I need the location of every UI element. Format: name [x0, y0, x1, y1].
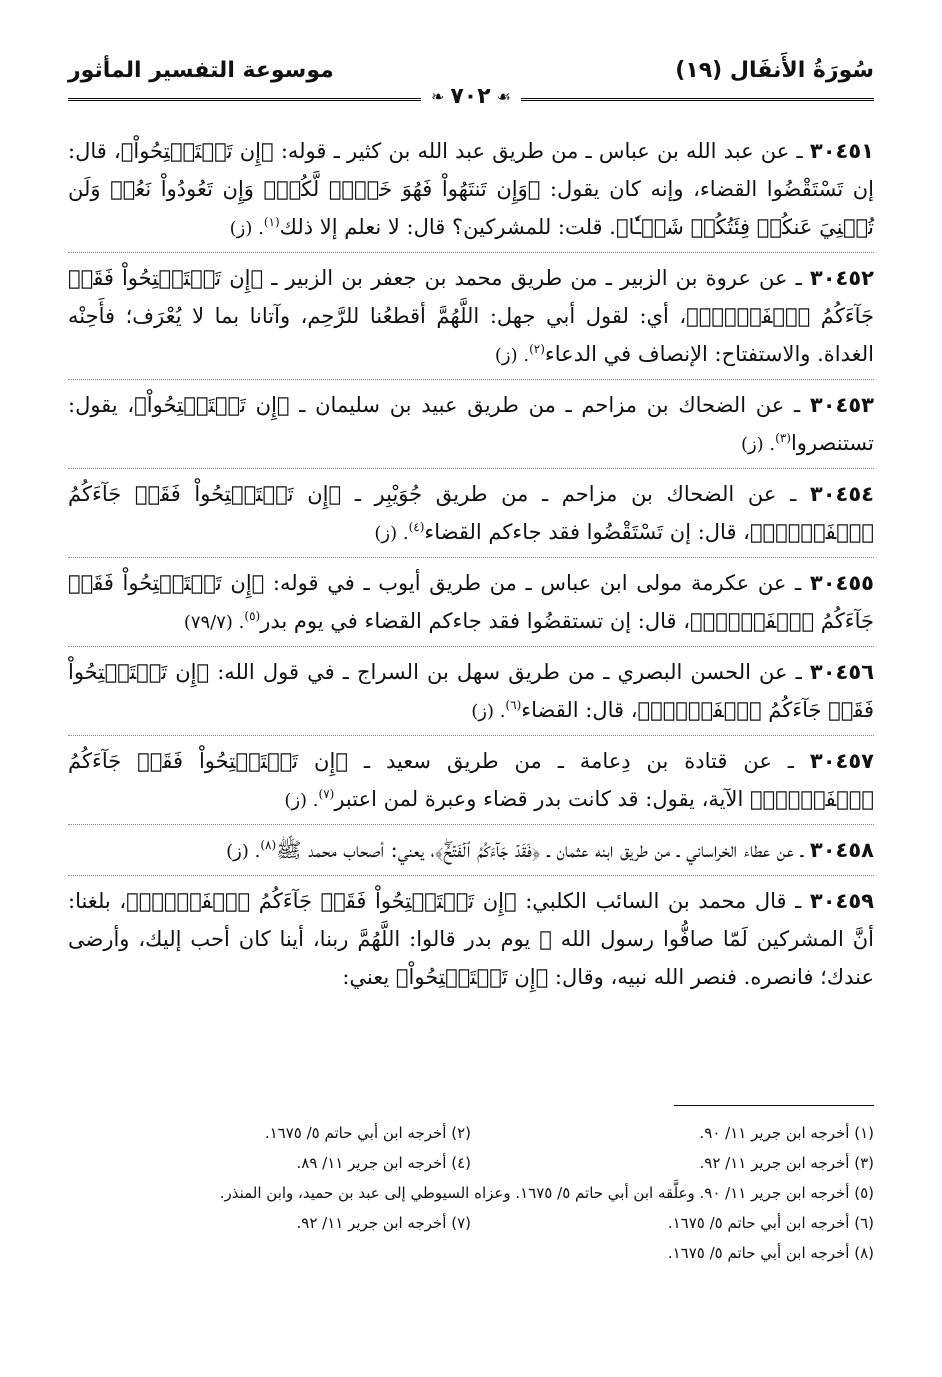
entry-text: الآية، يقول: قد كانت بدر قضاء وعبرة لمن اعتبر	[334, 787, 750, 811]
footnote-marker[interactable]: (٢)	[529, 342, 545, 356]
entry-reference: . (ز)	[229, 218, 264, 239]
entry-text: ـ عن عكرمة مولى ابن عباس ـ من طريق أيوب ـ في قوله:	[264, 571, 802, 595]
quran-quote: ﴿إِن تَسۡتَفۡتِحُواْ فَقَدۡ جَآءَكُمُ ٱلۡفَتۡحُۖ﴾	[68, 660, 874, 722]
footnote-row	[68, 1178, 874, 1208]
entry-text: ـ عن عطاء الخراساني ـ من طريق ابنه عثمان ـ	[540, 838, 804, 862]
footnote-item: (٢) أخرجه ابن أبي حاتم ٥/ ١٦٧٥.	[264, 1124, 471, 1142]
footnote-marker[interactable]: (٤)	[408, 520, 425, 534]
entry-text: ـ عن عبد الله بن عباس ـ من طريق عبد الله بن كثير ـ قوله:	[273, 139, 803, 163]
footnote-marker[interactable]: (١)	[263, 215, 280, 229]
footnote-marker[interactable]: (٦)	[505, 698, 522, 712]
quran-quote: ﴿إِن تَسۡتَفۡتِحُواْ﴾	[395, 965, 549, 989]
footnote-item: (٥) أخرجه ابن جرير ١١/ ٩٠. وعلَّقه ابن أبي حاتم ٥/ ١٦٧٥. وعزاه السيوطي إلى عبد بن حميد، وابن المنذر.	[219, 1184, 874, 1202]
entry-number: ٣٠٤٥٥	[809, 571, 874, 595]
entry-text: ـ عن الضحاك بن مزاحم ـ من طريق جُوَيْبِر ـ	[341, 482, 797, 506]
entry-number: ٣٠٤٥١	[809, 139, 874, 163]
footnote-item: (٤) أخرجه ابن جرير ١١/ ٨٩.	[296, 1154, 471, 1172]
footnote-row	[68, 1208, 874, 1238]
entry-text: ، قال: إن تَسْتَقْضُوا فقد جاءكم القضاء	[424, 520, 750, 544]
entry-number: ٣٠٤٥٩	[809, 889, 874, 913]
quran-quote: ﴿إِن تَسۡتَفۡتِحُواْ فَقَدۡ جَآءَكُمُ ٱلۡفَتۡحُۖ﴾	[68, 266, 874, 328]
entry-number: ٣٠٤٥٧	[809, 749, 874, 773]
quran-quote: ﴿فَقَدۡ جَآءَكُمُ ٱلۡفَتۡحُۖ﴾	[434, 838, 541, 862]
book-title: موسوعة التفسير المأثور	[68, 58, 334, 83]
quran-quote: ﴿إِن تَسۡتَفۡتِحُواْ فَقَدۡ جَآءَكُمُ ٱلۡفَتۡحُۖ﴾	[68, 571, 874, 633]
entry-text: ـ عن الضحاك بن مزاحم ـ من طريق عبيد بن سليمان ـ	[289, 393, 801, 417]
ornament-left-icon: ❧	[430, 87, 445, 106]
entry-reference: . (ز)	[374, 523, 409, 544]
surah-title: سُورَةُ الأَنفَال (١٩)	[675, 58, 874, 83]
page-header	[68, 56, 874, 112]
entry-text: ، قال: إن تستقضُوا فقد جاءكم القضاء في يوم بدر	[260, 609, 691, 633]
quran-quote: ﴿إِن تَسۡتَفۡتِحُواْ فَقَدۡ جَآءَكُمُ ٱلۡفَتۡحُۖ﴾	[126, 889, 517, 913]
entry-reference: . (ز)	[471, 701, 506, 722]
quran-quote: ﴿وَإِن تَنتَهُواْ فَهُوَ خَيۡرٞ لَّكُمۡۖ وَإِن تَعُودُواْ نَعُدۡ وَلَن تُغۡنِيَ عَنكُمۡ فِئَتُكُمۡ شَيۡـٔٗا﴾	[68, 177, 874, 239]
ornament-right-icon: ☙	[496, 87, 512, 106]
entry-text: ـ عن الحسن البصري ـ من طريق سهل بن السراج ـ في قول الله:	[209, 660, 802, 684]
footnote-row	[68, 1238, 874, 1268]
entry-text: ـ عن قتادة بن دِعامة ـ من طريق سعيد ـ	[347, 749, 794, 773]
entry	[68, 564, 874, 647]
footnote-row	[68, 1148, 874, 1178]
footnote-row	[68, 1118, 874, 1148]
footnotes	[68, 1118, 874, 1268]
entry-reference: . (ز)	[226, 841, 261, 862]
entry-number: ٣٠٤٥٣	[809, 393, 874, 417]
entry-number: ٣٠٤٥٦	[809, 660, 875, 684]
footnote-marker[interactable]: (٣)	[775, 431, 791, 445]
entry-reference: . (ز)	[740, 434, 776, 455]
footnote-item: (٣) أخرجه ابن جرير ١١/ ٩٢.	[699, 1154, 874, 1172]
entries-list	[68, 132, 874, 1006]
entry-text: . قلت: للمشركين؟ قال: لا نعلم إلا ذلك	[279, 215, 616, 239]
entry	[68, 831, 874, 876]
entry-text: ، قال: القضاء	[521, 698, 638, 722]
entry-text: ـ قال محمد بن السائب الكلبي:	[516, 889, 802, 913]
entry-text: ، يقول: تستنصروا	[68, 393, 874, 455]
entry	[68, 882, 874, 1000]
entry-text: ، بلغنا: أنَّ المشركين لَمّا صافُّوا رسول الله ﷺ يوم بدر قالوا: اللَّهُمَّ ربنا، أينا كان أحب إليك، وأرضى عندك؛ فانصره. فنصر الله نبيه، وقال:	[68, 889, 874, 989]
entry	[68, 475, 874, 558]
entry	[68, 259, 874, 380]
entry-text: ، قال: إن تَسْتَقْضُوا القضاء، وإنه كان يقول:	[68, 139, 875, 201]
footnote-marker[interactable]: (٥)	[244, 609, 261, 623]
entry-reference: . (٧٩/٧)	[183, 612, 245, 633]
page-number-block	[421, 84, 521, 109]
quran-quote: ﴿إِن تَسۡتَفۡتِحُواْ فَقَدۡ جَآءَكُمُ ٱلۡفَتۡحُۖ﴾	[68, 482, 874, 544]
entry-reference: . (ز)	[494, 345, 530, 366]
quran-quote: ﴿إِن تَسۡتَفۡتِحُواْ فَقَدۡ جَآءَكُمُ ٱلۡفَتۡحُۖ﴾	[68, 749, 874, 811]
entry-text: ـ عن عروة بن الزبير ـ من طريق محمد بن جعفر بن الزبير ـ	[263, 266, 802, 290]
quran-quote: ﴿إِن تَسۡتَفۡتِحُواْ﴾	[120, 139, 274, 163]
entry	[68, 653, 874, 736]
footnote-rule	[674, 1105, 874, 1106]
entry-number: ٣٠٤٥٢	[809, 266, 874, 290]
entry	[68, 742, 874, 825]
entry-number: ٣٠٤٥٤	[809, 482, 874, 506]
footnote-item: (١) أخرجه ابن جرير ١١/ ٩٠.	[699, 1124, 874, 1142]
entry-number: ٣٠٤٥٨	[809, 838, 874, 862]
entry-text: ، أي: لقول أبي جهل: اللَّهُمَّ أقطعُنا للرَّحِم، وآتانا بما لا يُعْرَف؛ فأَحِنْه الغداة. والاستفتاح: الإنصاف في الدعاء	[68, 304, 874, 366]
entry-reference: . (ز)	[284, 790, 319, 811]
entry	[68, 132, 874, 253]
footnote-item: (٧) أخرجه ابن جرير ١١/ ٩٢.	[296, 1214, 471, 1232]
footnote-item: (٨) أخرجه ابن أبي حاتم ٥/ ١٦٧٥.	[667, 1244, 874, 1262]
entry	[68, 386, 874, 469]
entry-text: يعني:	[342, 965, 396, 989]
page-number: ٧٠٢	[450, 84, 491, 109]
footnote-marker[interactable]: (٧)	[318, 787, 335, 801]
footnote-marker[interactable]: (٨)	[260, 838, 277, 852]
footnote-item: (٦) أخرجه ابن أبي حاتم ٥/ ١٦٧٥.	[667, 1214, 874, 1232]
entry-text: ، يعني: أصحاب محمد ﷺ	[276, 838, 435, 862]
quran-quote: ﴿إِن تَسۡتَفۡتِحُواْ﴾	[134, 393, 290, 417]
